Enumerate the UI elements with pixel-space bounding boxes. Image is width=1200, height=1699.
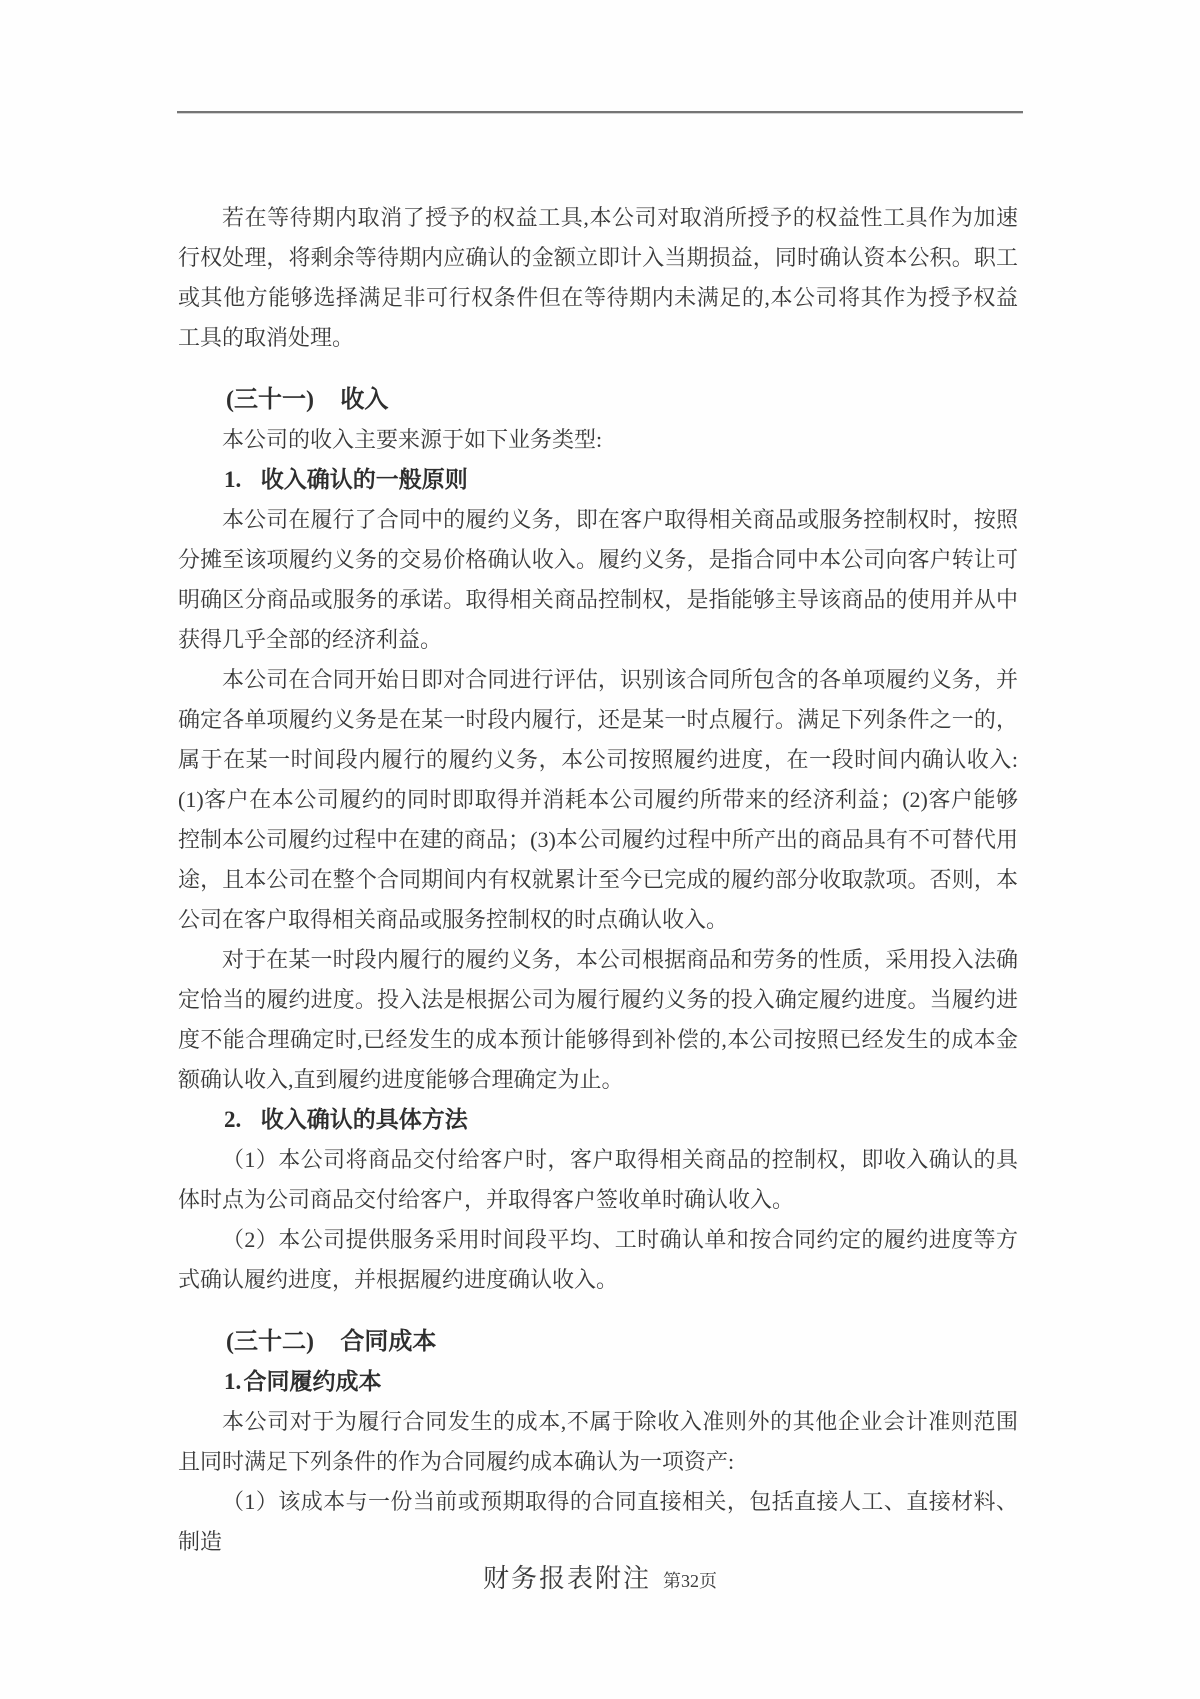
- paragraph-contract-evaluation: 本公司在合同开始日即对合同进行评估，识别该合同所包含的各单项履约义务，并确定各单项履约义务是在某一时段内履行，还是某一时点履行。满足下列条件之一的，属于在某一时间段内履行的履约义务，本公司按照履约进度，在一段时间内确认收入: (1)客户在本公司履约的同时即取得并消耗本公司履约所带来的经济利益；(2)客户能够控制本公司履约过程中在建的商品；(3)本公司履约过程中所产出的商品具有不可替代用途，且本公司在整个合同期间内有权就累计至今已完成的履约部分收取款项。否则，本公司在客户取得相关商品或服务控制权的时点确认收入。: [178, 667, 1018, 932]
- paragraph-vesting-cancellation: 若在等待期内取消了授予的权益工具,本公司对取消所授予的权益性工具作为加速行权处理，将剩余等待期内应确认的金额立即计入当期损益，同时确认资本公积。职工或其他方能够选择满足非可行权条件但在等待期内未满足的,本公司将其作为授予权益工具的取消处理。: [178, 205, 1018, 350]
- subheading-2-specific-methods: [178, 1100, 1018, 1140]
- paragraph-performance-obligation: 本公司在履行了合同中的履约义务，即在客户取得相关商品或服务控制权时，按照分摊至该项履约义务的交易价格确认收入。履约义务，是指合同中本公司向客户转让可明确区分商品或服务的承诺。取得相关商品控制权，是指能够主导该商品的使用并从中获得几乎全部的经济利益。: [178, 507, 1018, 652]
- paragraph-cost-directly-related: （1）该成本与一份当前或预期取得的合同直接相关，包括直接人工、直接材料、制造: [178, 1489, 1018, 1554]
- header-rule: [177, 111, 1023, 113]
- subheading-number: 1.: [224, 467, 242, 492]
- subheading-title: 收入确认的一般原则: [260, 467, 468, 492]
- page-number: 第32页: [663, 1571, 717, 1591]
- section-heading-32-contract-cost: [178, 1322, 1018, 1362]
- subheading-title: 收入确认的具体方法: [260, 1107, 468, 1132]
- paragraph-revenue-sources: 本公司的收入主要来源于如下业务类型:: [222, 427, 603, 452]
- paragraph-input-method: 对于在某一时段内履行的履约义务，本公司根据商品和劳务的性质，采用投入法确定恰当的履约进度。投入法是根据公司为履行履约义务的投入确定履约进度。当履约进度不能合理确定时,已经发生的成本预计能够得到补偿的,本公司按照已经发生的成本金额确认收入,直到履约进度能够合理确定为止。: [178, 947, 1018, 1092]
- section-number-label: (三十一): [226, 387, 314, 413]
- subheading-1-general-principles: [178, 460, 1018, 500]
- footer-title: 财务报表附注: [482, 1564, 651, 1593]
- paragraph-fulfilment-cost-asset: 本公司对于为履行合同发生的成本,不属于除收入准则外的其他企业会计准则范围且同时满足下列条件的作为合同履约成本确认为一项资产:: [178, 1409, 1018, 1474]
- page-footer: [0, 1558, 1200, 1595]
- section-heading-31-revenue: [178, 380, 1018, 420]
- subheading-title: 合同履约成本: [243, 1369, 382, 1394]
- section-title: 收入: [340, 387, 389, 413]
- paragraph-goods-delivery: （1）本公司将商品交付给客户时，客户取得相关商品的控制权，即收入确认的具体时点为公司商品交付给客户，并取得客户签收单时确认收入。: [178, 1147, 1018, 1212]
- subheading-number: 2.: [224, 1107, 242, 1132]
- section-number-label: (三十二): [226, 1329, 314, 1355]
- subheading-number: 1.: [224, 1369, 242, 1394]
- section-title: 合同成本: [340, 1329, 437, 1355]
- paragraph-service-progress: （2）本公司提供服务采用时间段平均、工时确认单和按合同约定的履约进度等方式确认履约进度，并根据履约进度确认收入。: [178, 1227, 1018, 1292]
- document-body: [178, 198, 1018, 1562]
- subheading-1-contract-fulfilment-cost: [178, 1362, 1018, 1402]
